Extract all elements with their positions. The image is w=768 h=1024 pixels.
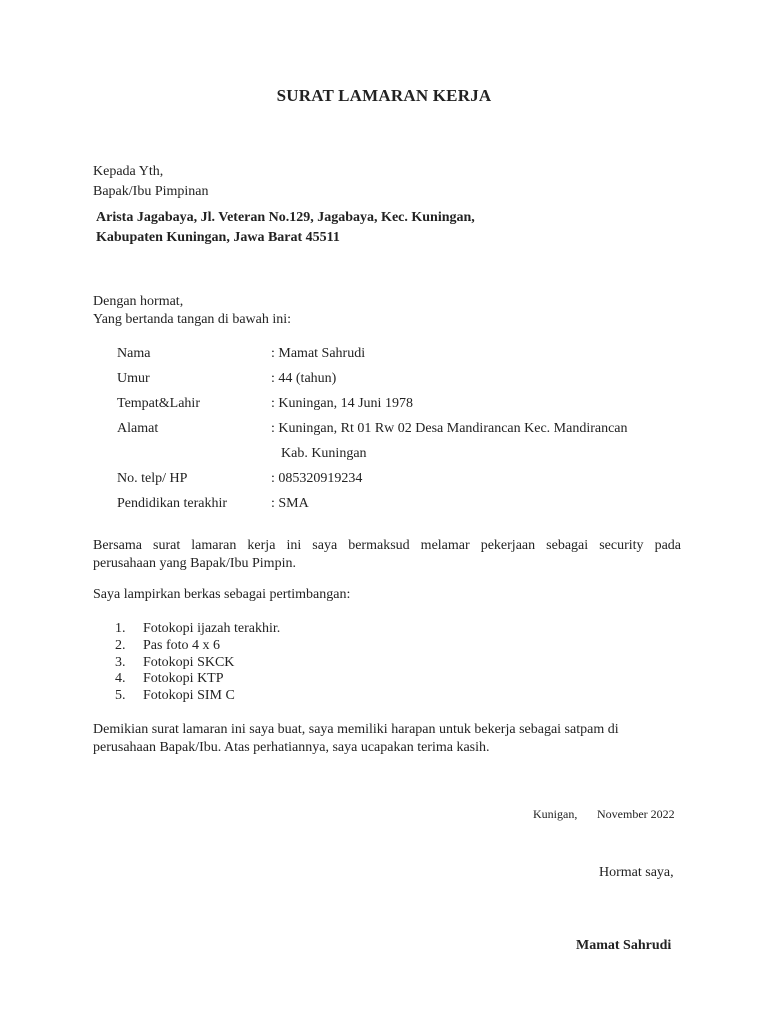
field-value-name: : Mamat Sahrudi xyxy=(271,346,366,361)
intro-text: Yang bertanda tangan di bawah ini: xyxy=(93,312,292,327)
signature-name: Mamat Sahrudi xyxy=(576,938,672,953)
list-item: 5. Fotokopi SIM C xyxy=(115,688,235,704)
purpose-line2: perusahaan yang Bapak/Ibu Pimpin. xyxy=(93,556,296,571)
list-item: 3. Fotokopi SKCK xyxy=(115,654,235,670)
field-value-address: : Kuningan, Rt 01 Rw 02 Desa Mandirancan Kec. Mandirancan xyxy=(271,421,628,436)
field-label-age: Umur xyxy=(117,371,150,386)
field-label-name: Nama xyxy=(117,346,151,361)
attachments-list xyxy=(93,621,280,705)
attachments-intro: Saya lampirkan berkas sebagai pertimbangan: xyxy=(93,587,351,602)
recipient-address-line1: Arista Jagabaya, Jl. Veteran No.129, Jagabaya, Kec. Kuningan, xyxy=(96,210,475,225)
field-label-education: Pendidikan terakhir xyxy=(117,496,228,511)
letter-title: SURAT LAMARAN KERJA xyxy=(276,86,492,105)
letter-place: Kunigan, xyxy=(533,807,578,821)
field-value-address-cont: Kab. Kuningan xyxy=(281,446,367,461)
recipient-line2: Bapak/Ibu Pimpinan xyxy=(93,184,209,199)
field-label-phone: No. telp/ HP xyxy=(117,471,188,486)
letter-date: November 2022 xyxy=(597,807,675,821)
field-value-education: : SMA xyxy=(271,496,309,511)
recipient-address-line2: Kabupaten Kuningan, Jawa Barat 45511 xyxy=(96,230,340,245)
greeting: Dengan hormat, xyxy=(93,294,184,309)
closing-line2: perusahaan Bapak/Ibu. Atas perhatiannya, saya ucapakan terima kasih. xyxy=(93,740,490,755)
field-label-address: Alamat xyxy=(117,421,159,436)
field-value-age: : 44 (tahun) xyxy=(271,371,337,386)
field-value-phone: : 085320919234 xyxy=(271,471,363,486)
list-item: 2. Pas foto 4 x 6 xyxy=(115,637,220,653)
list-item: 1. Fotokopi ijazah terakhir. xyxy=(115,621,281,636)
recipient-line1: Kepada Yth, xyxy=(93,164,164,179)
field-value-birth: : Kuningan, 14 Juni 1978 xyxy=(271,396,413,411)
closing-line1: Demikian surat lamaran ini saya buat, saya memiliki harapan untuk bekerja sebagai satpam di xyxy=(93,722,619,737)
closing-regards: Hormat saya, xyxy=(599,865,674,880)
purpose-line1: Bersama surat lamaran kerja ini saya bermaksud melamar pekerjaan sebagai security pada xyxy=(93,538,681,553)
list-item: 4. Fotokopi KTP xyxy=(115,671,224,687)
field-label-birth: Tempat&Lahir xyxy=(117,396,200,411)
